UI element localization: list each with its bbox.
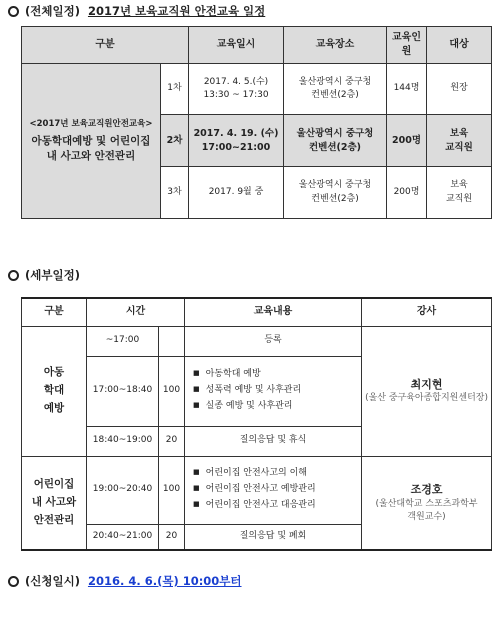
content-list: [185, 367, 361, 414]
lecturer2-name: 조경호: [410, 482, 443, 496]
time-cell: 19:00~20:40: [87, 456, 159, 524]
round-2: 2차: [161, 115, 189, 167]
list-item: ■ 아동학대 예방: [193, 367, 361, 383]
overall-schedule-heading: [8, 3, 265, 19]
header-target: 대상: [427, 27, 492, 64]
time-cell: 20:40~21:00: [87, 524, 159, 550]
count-2: 200명: [387, 115, 427, 167]
header-place: 교육장소: [284, 27, 387, 64]
circle-bullet-icon: [8, 270, 19, 281]
group-child-abuse-prevention: 아동 학대 예방: [22, 326, 87, 456]
place-1: 울산광역시 중구청 컨벤션(2층): [284, 64, 387, 115]
target-1: 원장: [427, 64, 492, 115]
header-category: 구분: [22, 298, 87, 326]
course-cell: [22, 64, 161, 219]
lecturer1-name: 최지현: [410, 377, 443, 391]
group-daycare-safety: 어린이집 내 사고와 안전관리: [22, 456, 87, 550]
lecturer2-affiliation-line2: 객원교수): [407, 511, 446, 522]
table-row: [22, 326, 492, 356]
target-2: 보육 교직원: [427, 115, 492, 167]
content-cell: 등록: [185, 326, 362, 356]
list-item: ■ 실종 예방 및 사후관리: [193, 399, 361, 415]
header-lecturer: 강사: [362, 298, 492, 326]
list-item: ■ 어린이집 안전사고 예방관리: [193, 482, 361, 498]
table-row: [22, 64, 492, 115]
overall-schedule-table: [21, 26, 492, 219]
application-datetime: 2016. 4. 6.(목) 10:00부터: [87, 574, 242, 588]
application-label: (신청일시): [25, 574, 80, 588]
content-list: [185, 466, 361, 513]
detail-label: (세부일정): [25, 268, 80, 282]
lecturer1-cell: [362, 326, 492, 456]
list-item: ■ 어린이집 안전사고 대응관리: [193, 498, 361, 514]
list-item: ■ 성폭력 예방 및 사후관리: [193, 383, 361, 399]
minutes-cell: 100: [159, 456, 185, 524]
detail-schedule-table: [21, 297, 492, 551]
overall-title: 2017년 보육교직원 안전교육 일정: [87, 4, 266, 18]
content-cell: [185, 456, 362, 524]
minutes-cell: 20: [159, 524, 185, 550]
circle-bullet-icon: [8, 6, 19, 17]
header-time: 시간: [87, 298, 185, 326]
time-cell: 18:40~19:00: [87, 426, 159, 456]
time-cell: 17:00~18:40: [87, 356, 159, 426]
date-2: 2017. 4. 19. (수) 17:00~21:00: [189, 115, 284, 167]
round-1: 1차: [161, 64, 189, 115]
table-row: [22, 456, 492, 524]
round-3: 3차: [161, 167, 189, 219]
minutes-cell: 100: [159, 356, 185, 426]
place-3: 울산광역시 중구청 컨벤션(2층): [284, 167, 387, 219]
time-cell: ~17:00: [87, 326, 159, 356]
content-cell: 질의응답 및 폐회: [185, 524, 362, 550]
overall-label: (전체일정): [25, 4, 80, 18]
course-tag: <2017년 보육교직원안전교육>: [29, 118, 153, 129]
minutes-cell: [159, 326, 185, 356]
lecturer2-affiliation-line1: (울산대학교 스포츠과학부: [375, 498, 478, 509]
date-1: 2017. 4. 5.(수) 13:30 ~ 17:30: [189, 64, 284, 115]
minutes-cell: 20: [159, 426, 185, 456]
course-name-line2: 내 사고와 안전관리: [46, 150, 136, 163]
list-item: ■ 어린이집 안전사고의 이해: [193, 466, 361, 482]
place-2: 울산광역시 중구청 컨벤션(2층): [284, 115, 387, 167]
target-3: 보육 교직원: [427, 167, 492, 219]
content-cell: 질의응답 및 휴식: [185, 426, 362, 456]
date-3: 2017. 9월 중: [189, 167, 284, 219]
course-name-line1: 아동학대예방 및 어린이집: [31, 134, 151, 147]
lecturer2-cell: [362, 456, 492, 550]
header-category: 구분: [22, 27, 189, 64]
detail-schedule-heading: [8, 267, 80, 283]
header-datetime: 교육일시: [189, 27, 284, 64]
application-heading: [8, 573, 242, 589]
header-content: 교육내용: [185, 298, 362, 326]
table-header-row: [22, 27, 492, 64]
count-1: 144명: [387, 64, 427, 115]
content-cell: [185, 356, 362, 426]
lecturer1-affiliation: (울산 중구육아종합지원센터장): [365, 393, 488, 404]
table-header-row: [22, 298, 492, 326]
circle-bullet-icon: [8, 576, 19, 587]
header-count: 교육인원: [387, 27, 427, 64]
count-3: 200명: [387, 167, 427, 219]
